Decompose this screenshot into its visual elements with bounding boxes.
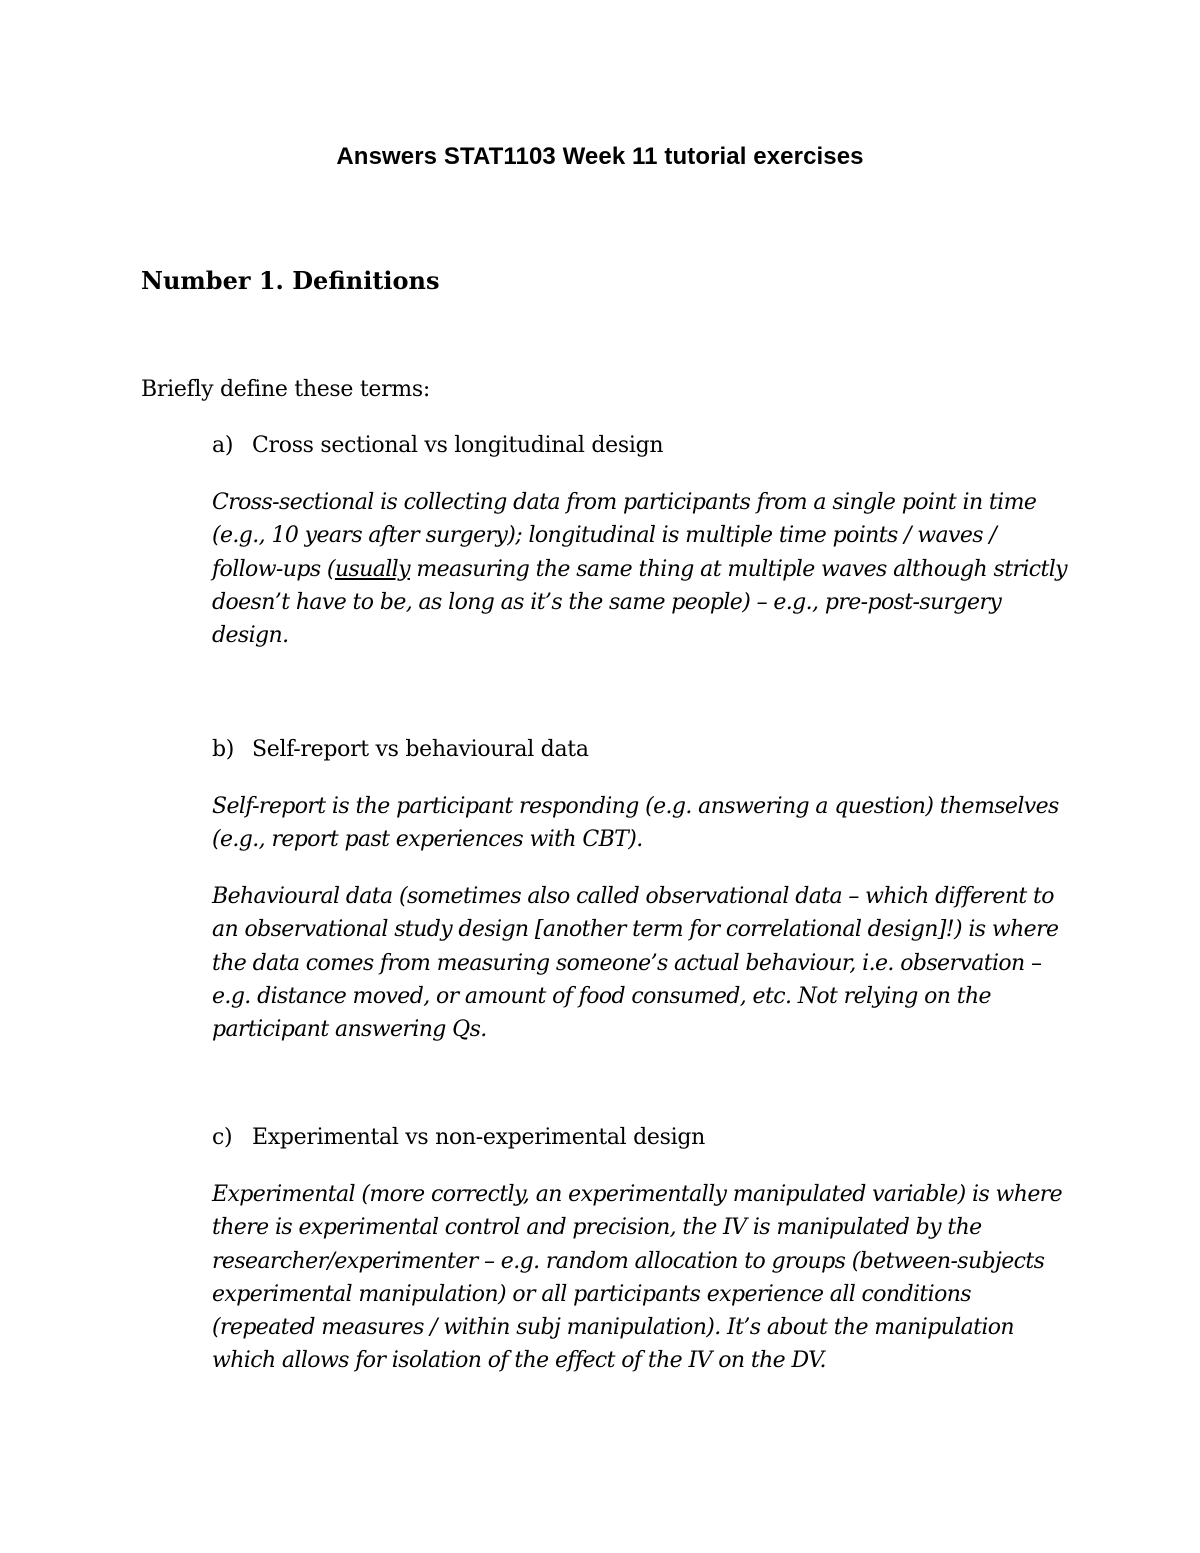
item-b-answer-paragraph: Self-report is the participant responding (e.g. answering a question) themselves (e.g., report past experiences with CBT). bbox=[212, 794, 1059, 853]
item-b-answer-paragraph: Behavioural data (sometimes also called observational data – which different to an observational study design [another term for correlational design]!) is where the data comes from measuring someone’s actual behaviour, i.e. observation – e.g. distance moved, or amount of food consumed, etc. Not relying on the participant answering Qs. bbox=[212, 884, 1059, 1043]
item-b-marker: b) bbox=[212, 737, 235, 762]
item-b-answer-1 bbox=[212, 790, 1072, 857]
item-b-answer-2 bbox=[212, 880, 1072, 1046]
item-a-answer-underlined: usually bbox=[334, 556, 410, 582]
item-c-answer bbox=[212, 1178, 1072, 1378]
item-b-heading-text: Self-report vs behavioural data bbox=[252, 737, 589, 762]
item-a-answer bbox=[212, 486, 1072, 652]
item-b-heading bbox=[212, 734, 589, 766]
item-a-heading bbox=[212, 430, 663, 462]
document-title: Answers STAT1103 Week 11 tutorial exercises bbox=[336, 143, 864, 170]
item-a-heading-text: Cross sectional vs longitudinal design bbox=[252, 433, 664, 458]
item-a-answer-part1: Cross-sectional is collecting data from participants from a single point in time (e.g., 10 years after surgery); longitudinal is multiple time points / waves / follow-ups ( bbox=[212, 490, 1037, 582]
item-c-heading-text: Experimental vs non-experimental design bbox=[252, 1125, 705, 1150]
item-c-heading bbox=[212, 1122, 705, 1154]
item-a-marker: a) bbox=[212, 433, 234, 458]
item-a-answer-paragraph bbox=[212, 486, 1072, 652]
item-c-marker: c) bbox=[212, 1125, 233, 1150]
item-a-answer-part2: measuring the same thing at multiple waves although strictly doesn’t have to be, as long as it’s the same people) – e.g., pre-post-surgery design. bbox=[212, 556, 1068, 649]
item-c-answer-paragraph: Experimental (more correctly, an experimentally manipulated variable) is where there is experimental control and precision, the IV is manipulated by the researcher/experimenter – e.g. random allocation to groups (between-subjects experimental manipulation) or all participants experience all conditions (repeated measures / within subj manipulation). It’s about the manipulation which allows for isolation of the effect of the IV on the DV. bbox=[212, 1182, 1063, 1374]
intro-text: Briefly define these terms: bbox=[141, 377, 430, 402]
section-heading: Number 1. Definitions bbox=[141, 266, 440, 295]
